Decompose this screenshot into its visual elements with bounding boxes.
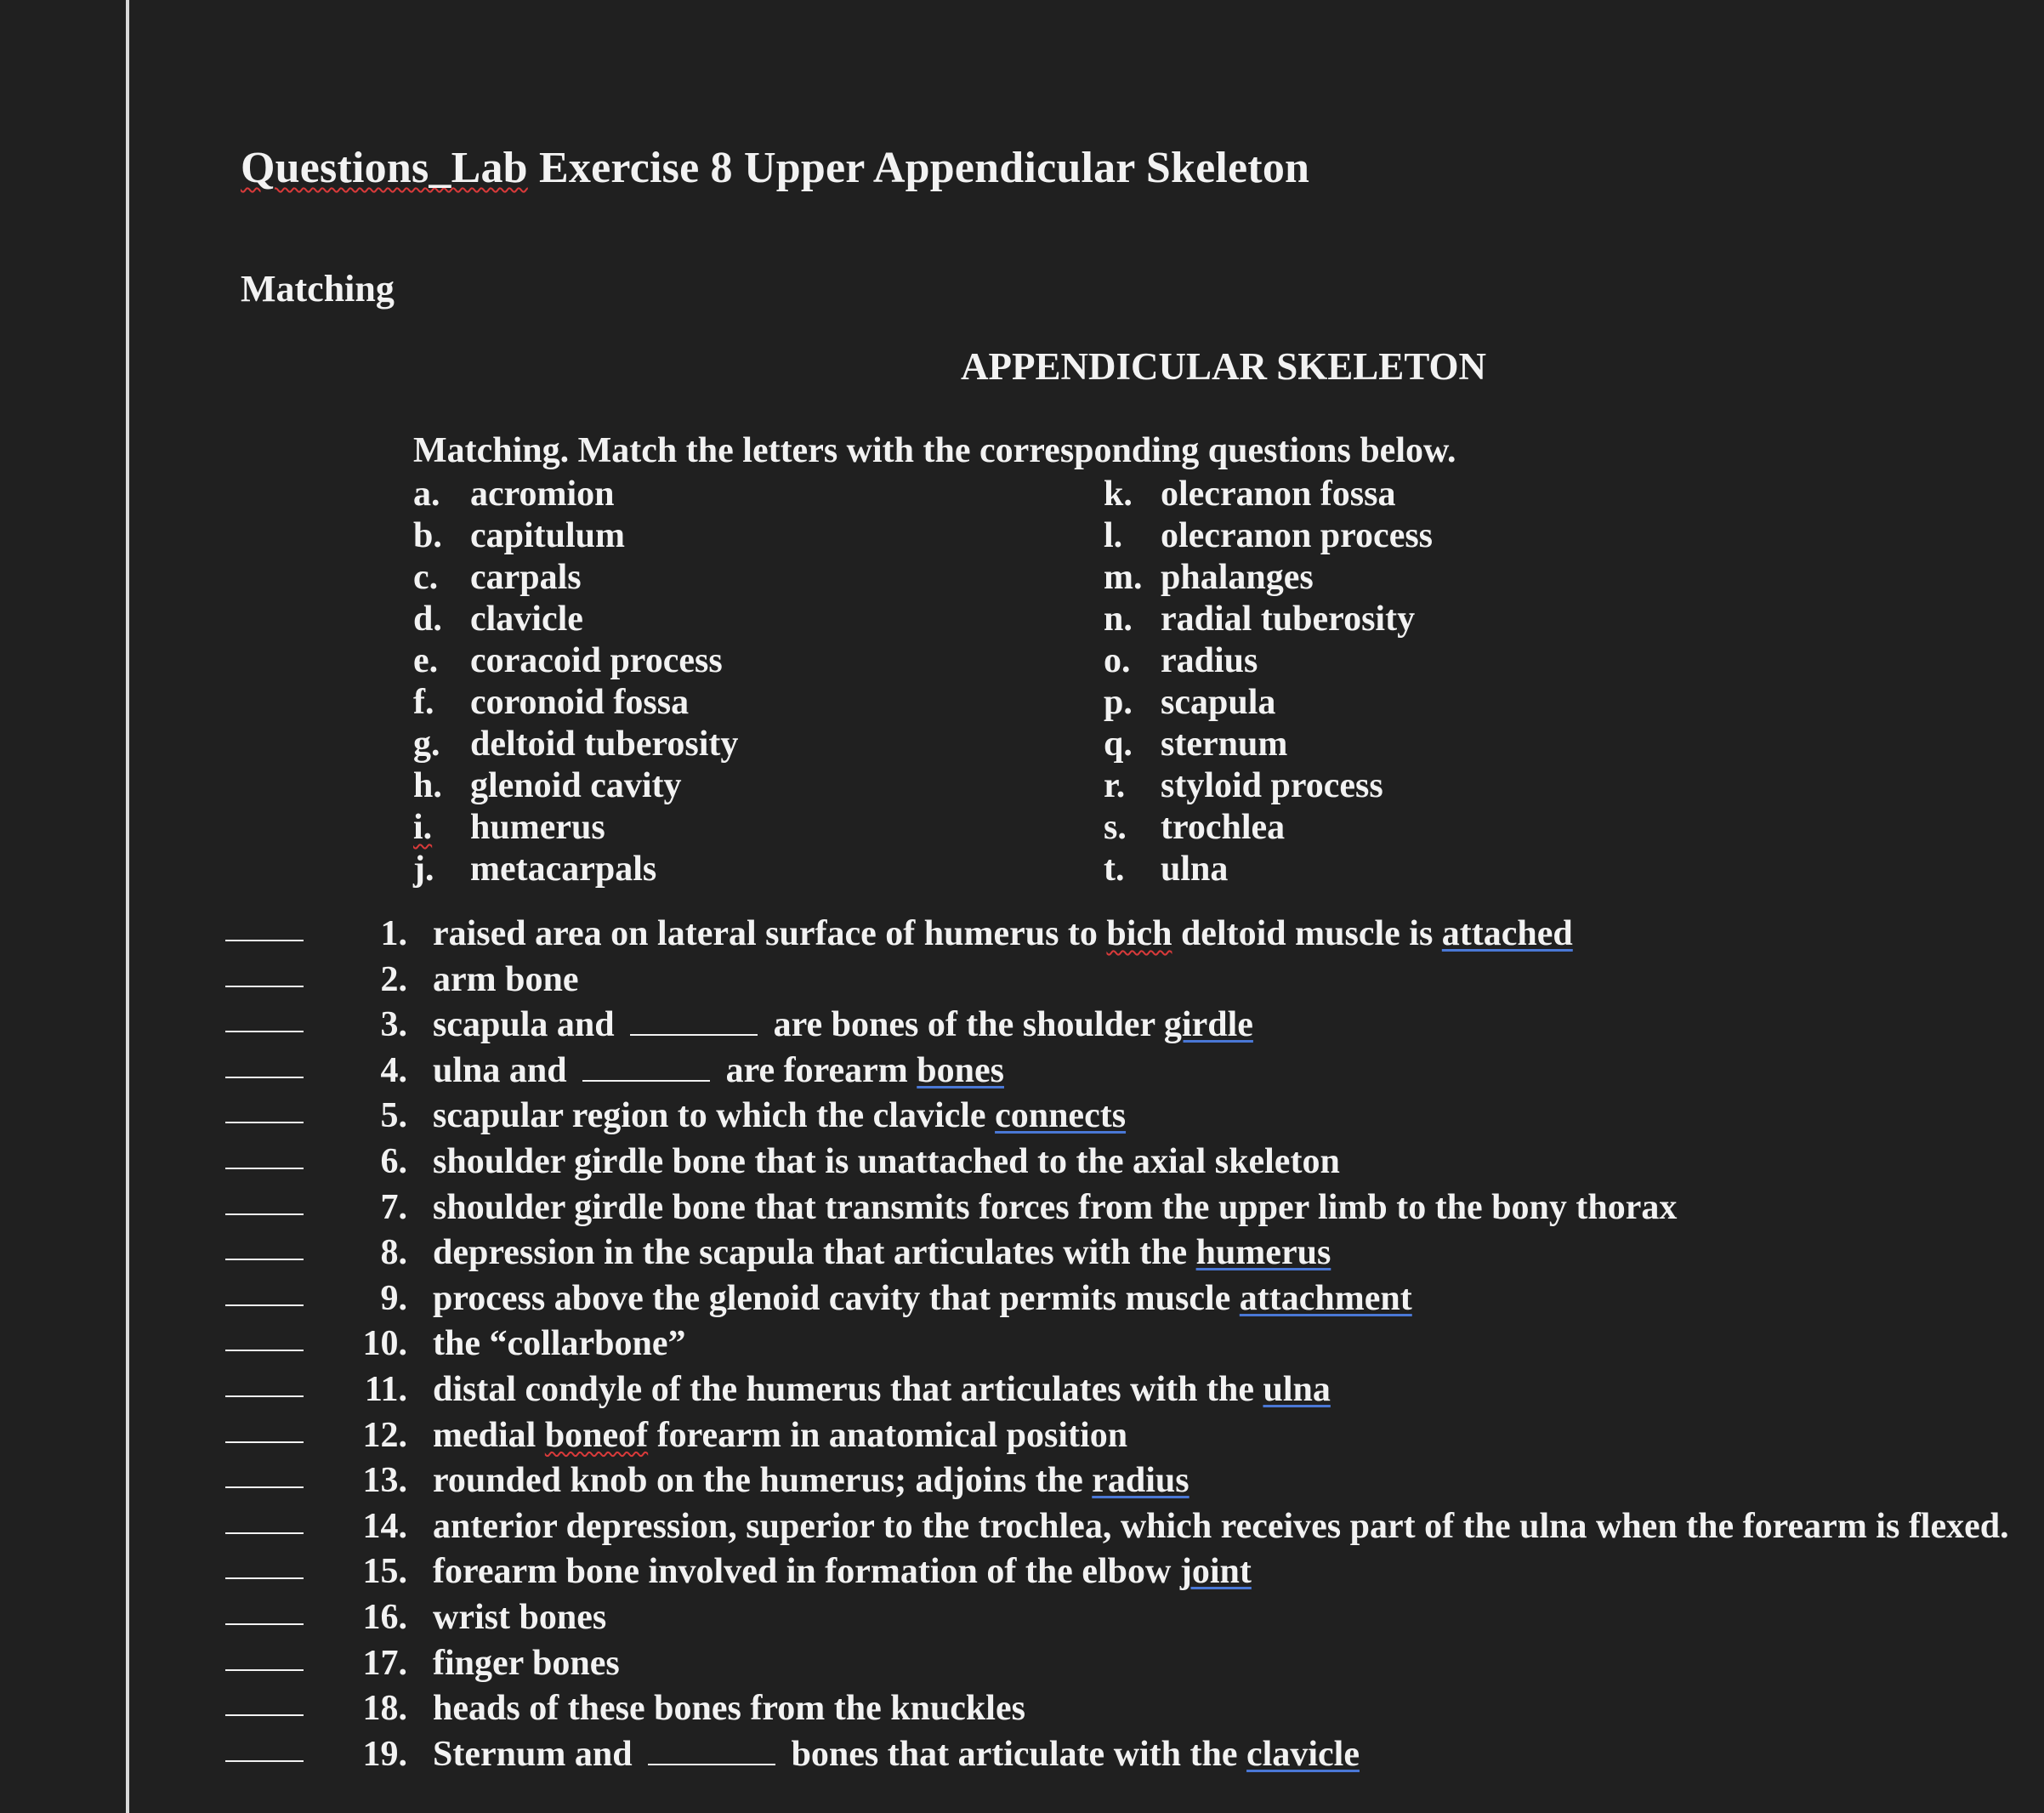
option-term: olecranon fossa: [1161, 475, 1396, 514]
question-text-part: raised area on lateral surface of humerus to: [433, 914, 1107, 953]
option-item: [413, 557, 738, 599]
option-letter: i.: [413, 808, 433, 847]
option-term: humerus: [470, 808, 605, 847]
question-number: 2.: [380, 959, 407, 999]
question-item: [225, 1276, 2009, 1322]
question-item: [225, 1504, 2009, 1550]
option-term: sternum: [1161, 725, 1288, 764]
question-text: shoulder girdle bone that transmits forces from the upper limb to the bony thorax: [433, 1187, 1678, 1227]
option-item: [413, 807, 738, 849]
question-number: 6.: [380, 1141, 407, 1181]
answer-blank[interactable]: [225, 1168, 304, 1169]
options-column-right: [1104, 474, 1433, 890]
option-term: deltoid tuberosity: [470, 725, 739, 764]
question-text: heads of these bones from the knuckles: [433, 1689, 1025, 1729]
option-term: coracoid process: [470, 641, 723, 680]
question-number: 14.: [362, 1506, 407, 1546]
question-number: 13.: [362, 1461, 407, 1501]
inline-fill-blank[interactable]: [630, 1033, 758, 1036]
question-text-part: are bones of the shoulder: [764, 1005, 1164, 1045]
question-text-part: forearm in anatomical position: [648, 1415, 1128, 1455]
question-text-part: are forearm: [717, 1050, 917, 1090]
option-term: ulna: [1161, 850, 1229, 889]
question-text: [433, 1230, 1331, 1276]
question-item: [225, 1458, 2009, 1504]
question-item: [225, 1732, 2009, 1778]
question-item: [225, 1641, 2009, 1687]
option-letter: h.: [413, 766, 442, 805]
option-letter: m.: [1104, 558, 1143, 597]
question-text: [433, 1094, 1126, 1140]
question-number: 19.: [362, 1734, 407, 1774]
question-number: 15.: [362, 1552, 407, 1592]
section-label: Matching: [241, 268, 395, 310]
question-item: [225, 1003, 2009, 1049]
grammar-flagged-word: attached: [1441, 914, 1573, 953]
option-item: [1104, 640, 1433, 682]
question-text: [433, 1732, 1360, 1778]
option-item: [413, 515, 738, 557]
question-item: [225, 1367, 2009, 1413]
question-text-part: depression in the scapula that articulates with the: [433, 1233, 1196, 1273]
question-text-part: bones that articulate with the: [782, 1734, 1247, 1774]
answer-blank[interactable]: [225, 1441, 304, 1443]
answer-blank[interactable]: [225, 1304, 304, 1306]
grammar-flagged-word: ulna: [1263, 1369, 1331, 1409]
option-item: [413, 765, 738, 807]
answer-blank[interactable]: [225, 1213, 304, 1215]
question-number: 4.: [380, 1050, 407, 1090]
answer-blank[interactable]: [225, 1623, 304, 1625]
answer-blank[interactable]: [225, 1669, 304, 1671]
question-text: [433, 1458, 1189, 1504]
option-letter: b.: [413, 516, 442, 555]
section-heading: APPENDICULAR SKELETON: [961, 345, 1487, 388]
inline-fill-blank[interactable]: [648, 1763, 775, 1765]
question-text-part: Sternum and: [433, 1734, 642, 1774]
question-list: [225, 912, 2009, 1777]
question-text-part: distal condyle of the humerus that articulates with the: [433, 1369, 1263, 1409]
option-letter: q.: [1104, 725, 1133, 764]
option-letter: e.: [413, 641, 439, 680]
question-number: 17.: [362, 1643, 407, 1683]
question-text-part: medial: [433, 1415, 545, 1455]
question-item: [225, 1185, 2009, 1231]
option-item: [1104, 849, 1433, 890]
title-spellcheck-part: Questions_Lab: [241, 144, 528, 192]
question-number: 7.: [380, 1187, 407, 1227]
answer-blank[interactable]: [225, 1077, 304, 1078]
grammar-flagged-word: radius: [1092, 1461, 1189, 1501]
option-term: acromion: [470, 475, 615, 514]
option-letter: d.: [413, 600, 442, 639]
option-term: phalanges: [1161, 558, 1314, 597]
question-number: 11.: [364, 1369, 407, 1409]
page-margin-line: [126, 0, 129, 1813]
option-letter: o.: [1104, 641, 1131, 680]
option-letter: f.: [413, 683, 434, 722]
option-item: [1104, 807, 1433, 849]
question-text: [433, 1003, 1253, 1049]
title-rest: Exercise 8 Upper Appendicular Skeleton: [527, 144, 1310, 192]
answer-blank[interactable]: [225, 1350, 304, 1351]
question-text-part: scapular region to which the clavicle: [433, 1096, 996, 1136]
option-term: metacarpals: [470, 850, 657, 889]
question-text: anterior depression, superior to the trochlea, which receives part of the ulna when the forearm is flexed.: [433, 1506, 2009, 1546]
answer-blank[interactable]: [225, 1259, 304, 1260]
option-letter: g.: [413, 725, 440, 764]
option-item: [413, 599, 738, 640]
question-text: the “collarbone”: [433, 1324, 686, 1364]
question-item: [225, 1595, 2009, 1641]
question-text: [433, 1413, 1127, 1459]
answer-blank[interactable]: [225, 1031, 304, 1032]
option-term: olecranon process: [1161, 516, 1434, 555]
grammar-flagged-word: attachment: [1239, 1278, 1412, 1318]
question-number: 1.: [380, 914, 407, 953]
option-item: [1104, 474, 1433, 515]
question-text-part: rounded knob on the humerus; adjoins the: [433, 1461, 1093, 1501]
answer-blank[interactable]: [225, 940, 304, 941]
document-title: [241, 143, 1309, 193]
question-number: 9.: [380, 1278, 407, 1318]
option-item: [1104, 724, 1433, 765]
question-text-part: process above the glenoid cavity that permits muscle: [433, 1278, 1240, 1318]
question-number: 12.: [362, 1415, 407, 1455]
option-term: glenoid cavity: [470, 766, 682, 805]
option-term: carpals: [470, 558, 582, 597]
grammar-flagged-word: clavicle: [1246, 1734, 1360, 1774]
question-text-part: scapula and: [433, 1005, 624, 1045]
option-term: radial tuberosity: [1161, 600, 1416, 639]
question-number: 3.: [380, 1005, 407, 1045]
option-item: [413, 474, 738, 515]
question-item: [225, 912, 2009, 958]
answer-blank[interactable]: [225, 1122, 304, 1123]
grammar-flagged-word: humerus: [1195, 1233, 1331, 1273]
option-item: [413, 682, 738, 724]
question-item: [225, 1230, 2009, 1276]
question-text: shoulder girdle bone that is unattached to the axial skeleton: [433, 1141, 1340, 1181]
option-item: [1104, 599, 1433, 640]
option-term: trochlea: [1161, 808, 1286, 847]
option-letter: t.: [1104, 850, 1125, 889]
question-number: 16.: [362, 1597, 407, 1637]
question-item: [225, 958, 2009, 1003]
question-text: [433, 1049, 1004, 1094]
option-term: radius: [1161, 641, 1258, 680]
question-item: [225, 1140, 2009, 1185]
spellcheck-word: boneof: [544, 1415, 649, 1455]
question-text: [433, 1276, 1412, 1322]
question-item: [225, 1549, 2009, 1595]
answer-blank[interactable]: [225, 986, 304, 987]
grammar-flagged-word: joint: [1179, 1552, 1252, 1592]
spellcheck-word: bich: [1106, 914, 1172, 953]
question-text: [433, 1367, 1331, 1413]
question-text: [433, 912, 1573, 958]
option-letter: s.: [1104, 808, 1127, 847]
option-letter: k.: [1104, 475, 1133, 514]
option-letter: l.: [1104, 516, 1123, 555]
option-item: [413, 640, 738, 682]
question-item: [225, 1413, 2009, 1459]
option-item: [1104, 515, 1433, 557]
answer-blank[interactable]: [225, 1714, 304, 1716]
question-text: [433, 1549, 1252, 1595]
question-text: arm bone: [433, 959, 579, 999]
options-column-left: [413, 474, 738, 890]
option-letter: p.: [1104, 683, 1133, 722]
option-letter: c.: [413, 558, 439, 597]
question-text-part: forearm bone involved in formation of the elbow: [433, 1552, 1180, 1592]
answer-blank[interactable]: [225, 1577, 304, 1579]
question-number: 18.: [362, 1689, 407, 1729]
answer-blank[interactable]: [225, 1532, 304, 1534]
option-letter: n.: [1104, 600, 1133, 639]
answer-blank[interactable]: [225, 1760, 304, 1762]
option-item: [1104, 682, 1433, 724]
option-term: capitulum: [470, 516, 626, 555]
answer-blank[interactable]: [225, 1395, 304, 1397]
option-item: [413, 849, 738, 890]
grammar-flagged-word: girdle: [1163, 1005, 1253, 1045]
matching-instructions: Matching. Match the letters with the corresponding questions below.: [413, 431, 1456, 470]
question-item: [225, 1049, 2009, 1094]
inline-fill-blank[interactable]: [582, 1079, 710, 1082]
question-number: 8.: [380, 1233, 407, 1273]
option-term: clavicle: [470, 600, 583, 639]
grammar-flagged-word: connects: [995, 1096, 1127, 1136]
option-term: scapula: [1161, 683, 1276, 722]
option-term: coronoid fossa: [470, 683, 690, 722]
option-letter: a.: [413, 475, 440, 514]
option-term: styloid process: [1161, 766, 1383, 805]
question-item: [225, 1094, 2009, 1140]
option-letter: j.: [413, 850, 434, 889]
question-text-part: ulna and: [433, 1050, 576, 1090]
question-text: wrist bones: [433, 1597, 607, 1637]
question-item: [225, 1686, 2009, 1732]
option-item: [413, 724, 738, 765]
option-item: [1104, 557, 1433, 599]
option-letter: r.: [1104, 766, 1126, 805]
question-number: 5.: [380, 1096, 407, 1136]
question-number: 10.: [362, 1324, 407, 1364]
question-text: finger bones: [433, 1643, 620, 1683]
grammar-flagged-word: bones: [917, 1050, 1004, 1090]
question-text-part: deltoid muscle is: [1172, 914, 1442, 953]
option-item: [1104, 765, 1433, 807]
answer-blank[interactable]: [225, 1486, 304, 1488]
question-item: [225, 1321, 2009, 1367]
